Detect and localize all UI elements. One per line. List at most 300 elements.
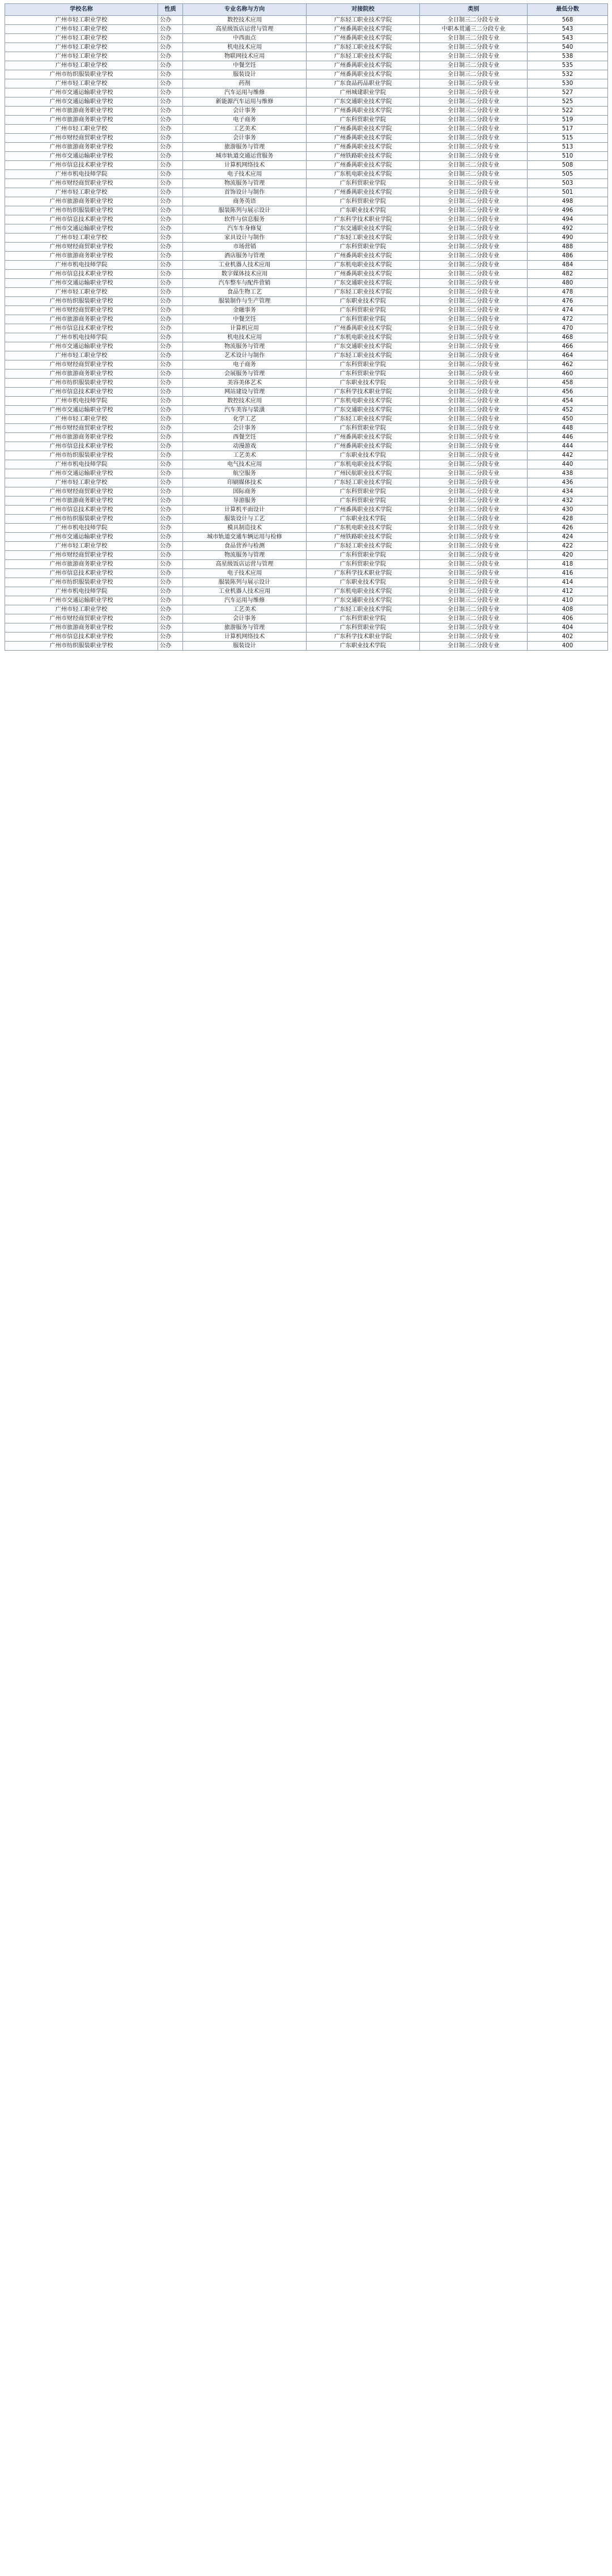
cell-target: 广东科贸职业学院	[307, 551, 420, 560]
cell-target: 广州番禺职业技术学院	[307, 270, 420, 279]
table-row	[5, 252, 608, 261]
cell-target: 广东科贸职业学院	[307, 315, 420, 324]
cell-target: 广州番禺职业技术学院	[307, 125, 420, 134]
table-row	[5, 605, 608, 614]
table-row	[5, 533, 608, 542]
cell-score: 501	[528, 188, 608, 197]
cell-nature: 公办	[158, 642, 183, 651]
cell-target: 广东交通职业技术学院	[307, 596, 420, 605]
table-row	[5, 88, 608, 97]
cell-category: 全日制三二分段专业	[420, 478, 528, 487]
cell-category: 全日制三二分段专业	[420, 288, 528, 297]
cell-major: 国际商务	[183, 487, 307, 496]
cell-category: 全日制三二分段专业	[420, 370, 528, 379]
cell-major: 服装设计	[183, 70, 307, 79]
cell-category: 全日制三二分段专业	[420, 442, 528, 451]
cell-nature: 公办	[158, 633, 183, 642]
cell-target: 广州铁路职业技术学院	[307, 533, 420, 542]
cell-nature: 公办	[158, 116, 183, 125]
table-row	[5, 234, 608, 243]
cell-major: 电子商务	[183, 360, 307, 370]
table-row	[5, 633, 608, 642]
cell-category: 全日制三二分段专业	[420, 61, 528, 70]
cell-school: 广州市信息技术职业学校	[5, 569, 158, 578]
cell-nature: 公办	[158, 43, 183, 52]
cell-target: 广州番禺职业技术学院	[307, 188, 420, 197]
cell-major: 旅游服务与管理	[183, 623, 307, 633]
cell-category: 全日制三二分段专业	[420, 179, 528, 188]
cell-major: 电子技术应用	[183, 170, 307, 179]
cell-school: 广州市财经商贸职业学校	[5, 134, 158, 143]
cell-score: 402	[528, 633, 608, 642]
table-row	[5, 442, 608, 451]
table-row	[5, 206, 608, 215]
cell-category: 全日制三二分段专业	[420, 134, 528, 143]
cell-category: 全日制三二分段专业	[420, 107, 528, 116]
cell-target: 广东科贸职业学院	[307, 197, 420, 206]
cell-score: 496	[528, 206, 608, 215]
cell-score: 522	[528, 107, 608, 116]
cell-major: 计算机网络技术	[183, 161, 307, 170]
cell-target: 广东科贸职业学院	[307, 360, 420, 370]
cell-major: 工业机器人技术应用	[183, 587, 307, 596]
cell-school: 广州市纺织服装职业学校	[5, 578, 158, 587]
cell-category: 全日制三二分段专业	[420, 460, 528, 469]
cell-school: 广州市轻工职业学校	[5, 79, 158, 88]
cell-target: 广东交通职业技术学院	[307, 97, 420, 107]
cell-score: 543	[528, 25, 608, 34]
cell-school: 广州市旅游商务职业学校	[5, 116, 158, 125]
cell-nature: 公办	[158, 442, 183, 451]
table-row	[5, 61, 608, 70]
cell-target: 广东交通职业技术学院	[307, 279, 420, 288]
cell-target: 广东科贸职业学院	[307, 179, 420, 188]
cell-score: 517	[528, 125, 608, 134]
cell-category: 全日制三二分段专业	[420, 379, 528, 388]
cell-nature: 公办	[158, 524, 183, 533]
cell-nature: 公办	[158, 206, 183, 215]
cell-major: 会计事务	[183, 134, 307, 143]
table-row	[5, 324, 608, 333]
cell-target: 广州番禺职业技术学院	[307, 324, 420, 333]
cell-score: 488	[528, 243, 608, 252]
cell-nature: 公办	[158, 270, 183, 279]
cell-score: 525	[528, 97, 608, 107]
cell-nature: 公办	[158, 614, 183, 623]
cell-category: 全日制三二分段专业	[420, 388, 528, 397]
cell-score: 406	[528, 614, 608, 623]
cell-major: 美容美体艺术	[183, 379, 307, 388]
cell-major: 服装陈列与展示设计	[183, 206, 307, 215]
cell-score: 430	[528, 506, 608, 515]
table-row	[5, 333, 608, 342]
cell-nature: 公办	[158, 252, 183, 261]
cell-target: 广东科贸职业学院	[307, 306, 420, 315]
cell-nature: 公办	[158, 360, 183, 370]
cell-score: 527	[528, 88, 608, 97]
table-row	[5, 306, 608, 315]
cell-major: 模具制造技术	[183, 524, 307, 533]
cell-score: 482	[528, 270, 608, 279]
cell-school: 广州市旅游商务职业学校	[5, 107, 158, 116]
cell-target: 广州番禺职业技术学院	[307, 61, 420, 70]
cell-major: 服装制作与生产管理	[183, 297, 307, 306]
cell-target: 广东机电职业技术学院	[307, 261, 420, 270]
cell-score: 480	[528, 279, 608, 288]
cell-target: 广州番禺职业技术学院	[307, 442, 420, 451]
cell-nature: 公办	[158, 215, 183, 224]
table-row	[5, 70, 608, 79]
cell-category: 全日制三二分段专业	[420, 533, 528, 542]
table-row	[5, 243, 608, 252]
cell-major: 酒店服务与管理	[183, 252, 307, 261]
cell-nature: 公办	[158, 469, 183, 478]
cell-school: 广州市轻工职业学校	[5, 351, 158, 360]
cell-score: 416	[528, 569, 608, 578]
cell-category: 全日制三二分段专业	[420, 605, 528, 614]
cell-major: 食品营养与检测	[183, 542, 307, 551]
cell-major: 工艺美术	[183, 605, 307, 614]
header-category: 类别	[420, 4, 528, 16]
cell-major: 计算机平面设计	[183, 506, 307, 515]
table-row	[5, 623, 608, 633]
cell-category: 全日制三二分段专业	[420, 506, 528, 515]
cell-category: 全日制三二分段专业	[420, 116, 528, 125]
cell-target: 广州番禺职业技术学院	[307, 506, 420, 515]
cell-school: 广州市交通运输职业学校	[5, 469, 158, 478]
cell-target: 广东机电职业技术学院	[307, 170, 420, 179]
table-row	[5, 79, 608, 88]
cell-school: 广州市交通运输职业学校	[5, 97, 158, 107]
cell-school: 广州市轻工职业学校	[5, 542, 158, 551]
cell-category: 全日制三二分段专业	[420, 560, 528, 569]
table-row	[5, 587, 608, 596]
cell-category: 全日制三二分段专业	[420, 43, 528, 52]
table-row	[5, 179, 608, 188]
cell-nature: 公办	[158, 333, 183, 342]
cell-nature: 公办	[158, 596, 183, 605]
table-row	[5, 451, 608, 460]
cell-category: 全日制三二分段专业	[420, 243, 528, 252]
cell-major: 电子商务	[183, 116, 307, 125]
cell-school: 广州市轻工职业学校	[5, 61, 158, 70]
table-row	[5, 370, 608, 379]
cell-nature: 公办	[158, 324, 183, 333]
header-score: 最低分数	[528, 4, 608, 16]
cell-category: 全日制三二分段专业	[420, 170, 528, 179]
cell-school: 广州市财经商贸职业学校	[5, 360, 158, 370]
table-row	[5, 506, 608, 515]
cell-category: 全日制三二分段专业	[420, 342, 528, 351]
cell-score: 456	[528, 388, 608, 397]
cell-school: 广州市交通运输职业学校	[5, 88, 158, 97]
cell-school: 广州市机电技师学院	[5, 261, 158, 270]
cell-category: 全日制三二分段专业	[420, 587, 528, 596]
table-row	[5, 288, 608, 297]
cell-score: 418	[528, 560, 608, 569]
cell-school: 广州市信息技术职业学校	[5, 215, 158, 224]
table-row	[5, 215, 608, 224]
cell-nature: 公办	[158, 587, 183, 596]
cell-major: 中西面点	[183, 34, 307, 43]
cell-nature: 公办	[158, 306, 183, 315]
table-row	[5, 487, 608, 496]
table-row	[5, 433, 608, 442]
cell-target: 广东轻工职业技术学院	[307, 415, 420, 424]
cell-school: 广州市机电技师学院	[5, 460, 158, 469]
table-row	[5, 515, 608, 524]
cell-major: 会计事务	[183, 614, 307, 623]
cell-nature: 公办	[158, 34, 183, 43]
cell-nature: 公办	[158, 478, 183, 487]
table-row	[5, 170, 608, 179]
cell-category: 全日制三二分段专业	[420, 70, 528, 79]
cell-nature: 公办	[158, 388, 183, 397]
cell-school: 广州市轻工职业学校	[5, 52, 158, 61]
cell-major: 工业机器人技术应用	[183, 261, 307, 270]
cell-target: 广东职业技术学院	[307, 297, 420, 306]
cell-school: 广州市机电技师学院	[5, 587, 158, 596]
table-row	[5, 25, 608, 34]
cell-category: 全日制三二分段专业	[420, 279, 528, 288]
cell-target: 广州番禺职业技术学院	[307, 252, 420, 261]
cell-target: 广东职业技术学院	[307, 379, 420, 388]
cell-nature: 公办	[158, 16, 183, 25]
cell-school: 广州市轻工职业学校	[5, 16, 158, 25]
cell-major: 计算机应用	[183, 324, 307, 333]
cell-major: 物流服务与管理	[183, 179, 307, 188]
table-row	[5, 379, 608, 388]
table-row	[5, 524, 608, 533]
cell-major: 机电技术应用	[183, 333, 307, 342]
cell-score: 450	[528, 415, 608, 424]
cell-category: 全日制三二分段专业	[420, 152, 528, 161]
cell-nature: 公办	[158, 515, 183, 524]
cell-nature: 公办	[158, 261, 183, 270]
cell-score: 505	[528, 170, 608, 179]
table-row	[5, 261, 608, 270]
cell-nature: 公办	[158, 542, 183, 551]
cell-target: 广州番禺职业技术学院	[307, 143, 420, 152]
cell-nature: 公办	[158, 297, 183, 306]
cell-major: 软件与信息服务	[183, 215, 307, 224]
table-row	[5, 279, 608, 288]
table-row	[5, 360, 608, 370]
cell-category: 全日制三二分段专业	[420, 306, 528, 315]
cell-major: 航空服务	[183, 469, 307, 478]
cell-score: 460	[528, 370, 608, 379]
cell-major: 家具设计与制作	[183, 234, 307, 243]
cell-score: 503	[528, 179, 608, 188]
cell-target: 广东科贸职业学院	[307, 623, 420, 633]
cell-category: 全日制三二分段专业	[420, 451, 528, 460]
cell-target: 广东轻工职业技术学院	[307, 16, 420, 25]
cell-nature: 公办	[158, 143, 183, 152]
cell-major: 工艺美术	[183, 125, 307, 134]
cell-major: 数控技术应用	[183, 397, 307, 406]
cell-target: 广东轻工职业技术学院	[307, 52, 420, 61]
cell-school: 广州市交通运输职业学校	[5, 342, 158, 351]
cell-nature: 公办	[158, 560, 183, 569]
cell-school: 广州市纺织服装职业学校	[5, 297, 158, 306]
cell-school: 广州市纺织服装职业学校	[5, 515, 158, 524]
cell-major: 数字媒体技术应用	[183, 270, 307, 279]
cell-target: 广东职业技术学院	[307, 451, 420, 460]
cell-category: 全日制三二分段专业	[420, 623, 528, 633]
cell-category: 中职本贯通三二分段专业	[420, 25, 528, 34]
cell-major: 服装陈列与展示设计	[183, 578, 307, 587]
cell-category: 全日制三二分段专业	[420, 143, 528, 152]
cell-category: 全日制三二分段专业	[420, 642, 528, 651]
cell-school: 广州市旅游商务职业学校	[5, 252, 158, 261]
cell-nature: 公办	[158, 97, 183, 107]
cell-category: 全日制三二分段专业	[420, 406, 528, 415]
table-row	[5, 496, 608, 506]
cell-major: 动漫游戏	[183, 442, 307, 451]
cell-school: 广州市机电技师学院	[5, 170, 158, 179]
cell-category: 全日制三二分段专业	[420, 433, 528, 442]
cell-category: 全日制三二分段专业	[420, 614, 528, 623]
cell-target: 广东机电职业技术学院	[307, 333, 420, 342]
cell-major: 中餐烹饪	[183, 315, 307, 324]
cell-target: 广东科学技术职业学院	[307, 633, 420, 642]
table-row	[5, 188, 608, 197]
table-row	[5, 478, 608, 487]
cell-nature: 公办	[158, 379, 183, 388]
cell-category: 全日制三二分段专业	[420, 415, 528, 424]
table-row	[5, 542, 608, 551]
cell-category: 全日制三二分段专业	[420, 524, 528, 533]
cell-nature: 公办	[158, 460, 183, 469]
cell-category: 全日制三二分段专业	[420, 16, 528, 25]
cell-school: 广州市信息技术职业学校	[5, 270, 158, 279]
cell-nature: 公办	[158, 125, 183, 134]
cell-category: 全日制三二分段专业	[420, 52, 528, 61]
cell-target: 广州铁路职业技术学院	[307, 152, 420, 161]
cell-school: 广州市纺织服装职业学校	[5, 70, 158, 79]
table-row	[5, 642, 608, 651]
table-row	[5, 469, 608, 478]
cell-category: 全日制三二分段专业	[420, 197, 528, 206]
cell-score: 468	[528, 333, 608, 342]
cell-school: 广州市旅游商务职业学校	[5, 433, 158, 442]
cell-major: 首饰设计与制作	[183, 188, 307, 197]
cell-category: 全日制三二分段专业	[420, 206, 528, 215]
cell-school: 广州市财经商贸职业学校	[5, 179, 158, 188]
cell-category: 全日制三二分段专业	[420, 315, 528, 324]
cell-major: 旅游服务与管理	[183, 143, 307, 152]
cell-score: 446	[528, 433, 608, 442]
cell-nature: 公办	[158, 70, 183, 79]
cell-target: 广东科贸职业学院	[307, 243, 420, 252]
cell-nature: 公办	[158, 52, 183, 61]
cell-score: 414	[528, 578, 608, 587]
cell-category: 全日制三二分段专业	[420, 224, 528, 234]
cell-nature: 公办	[158, 415, 183, 424]
cell-target: 广州番禺职业技术学院	[307, 433, 420, 442]
cell-score: 440	[528, 460, 608, 469]
cell-school: 广州市旅游商务职业学校	[5, 496, 158, 506]
cell-score: 508	[528, 161, 608, 170]
table-row	[5, 342, 608, 351]
cell-school: 广州市轻工职业学校	[5, 234, 158, 243]
cell-major: 服装设计与工艺	[183, 515, 307, 524]
cell-score: 472	[528, 315, 608, 324]
cell-score: 510	[528, 152, 608, 161]
table-row	[5, 270, 608, 279]
cell-major: 导游服务	[183, 496, 307, 506]
cell-category: 全日制三二分段专业	[420, 125, 528, 134]
cell-category: 全日制三二分段专业	[420, 234, 528, 243]
cell-category: 全日制三二分段专业	[420, 351, 528, 360]
cell-nature: 公办	[158, 433, 183, 442]
cell-category: 全日制三二分段专业	[420, 97, 528, 107]
table-row	[5, 34, 608, 43]
cell-major: 市场营销	[183, 243, 307, 252]
cell-target: 广州番禺职业技术学院	[307, 107, 420, 116]
cell-score: 492	[528, 224, 608, 234]
table-row	[5, 125, 608, 134]
cell-school: 广州市轻工职业学校	[5, 125, 158, 134]
cell-score: 478	[528, 288, 608, 297]
cell-major: 汽车整车与配件营销	[183, 279, 307, 288]
cell-nature: 公办	[158, 134, 183, 143]
cell-school: 广州市交通运输职业学校	[5, 279, 158, 288]
cell-category: 全日制三二分段专业	[420, 360, 528, 370]
cell-major: 商务英语	[183, 197, 307, 206]
table-row	[5, 351, 608, 360]
table-row	[5, 43, 608, 52]
table-row	[5, 460, 608, 469]
table-row	[5, 578, 608, 587]
table-row	[5, 424, 608, 433]
cell-target: 广州番禺职业技术学院	[307, 25, 420, 34]
cell-score: 474	[528, 306, 608, 315]
cell-score: 452	[528, 406, 608, 415]
cell-nature: 公办	[158, 179, 183, 188]
cell-nature: 公办	[158, 152, 183, 161]
cell-school: 广州市机电技师学院	[5, 524, 158, 533]
cell-target: 广东轻工职业技术学院	[307, 43, 420, 52]
cell-category: 全日制三二分段专业	[420, 515, 528, 524]
cell-score: 470	[528, 324, 608, 333]
cell-major: 物流服务与管理	[183, 551, 307, 560]
cell-score: 432	[528, 496, 608, 506]
cell-category: 全日制三二分段专业	[420, 324, 528, 333]
cell-target: 广东交通职业技术学院	[307, 224, 420, 234]
cell-school: 广州市信息技术职业学校	[5, 633, 158, 642]
cell-major: 计算机网络技术	[183, 633, 307, 642]
cell-category: 全日制三二分段专业	[420, 188, 528, 197]
cell-major: 机电技术应用	[183, 43, 307, 52]
cell-nature: 公办	[158, 406, 183, 415]
cell-school: 广州市轻工职业学校	[5, 478, 158, 487]
cell-score: 458	[528, 379, 608, 388]
table-row	[5, 143, 608, 152]
cell-target: 广东职业技术学院	[307, 642, 420, 651]
cell-major: 中餐烹饪	[183, 61, 307, 70]
cell-target: 广东科学技术职业学院	[307, 215, 420, 224]
cell-category: 全日制三二分段专业	[420, 261, 528, 270]
cell-score: 428	[528, 515, 608, 524]
cell-target: 广东职业技术学院	[307, 206, 420, 215]
header-major: 专业名称与方向	[183, 4, 307, 16]
cell-nature: 公办	[158, 224, 183, 234]
cell-major: 电子技术应用	[183, 569, 307, 578]
cell-target: 广东交通职业技术学院	[307, 342, 420, 351]
cell-nature: 公办	[158, 370, 183, 379]
cell-major: 电气技术应用	[183, 460, 307, 469]
